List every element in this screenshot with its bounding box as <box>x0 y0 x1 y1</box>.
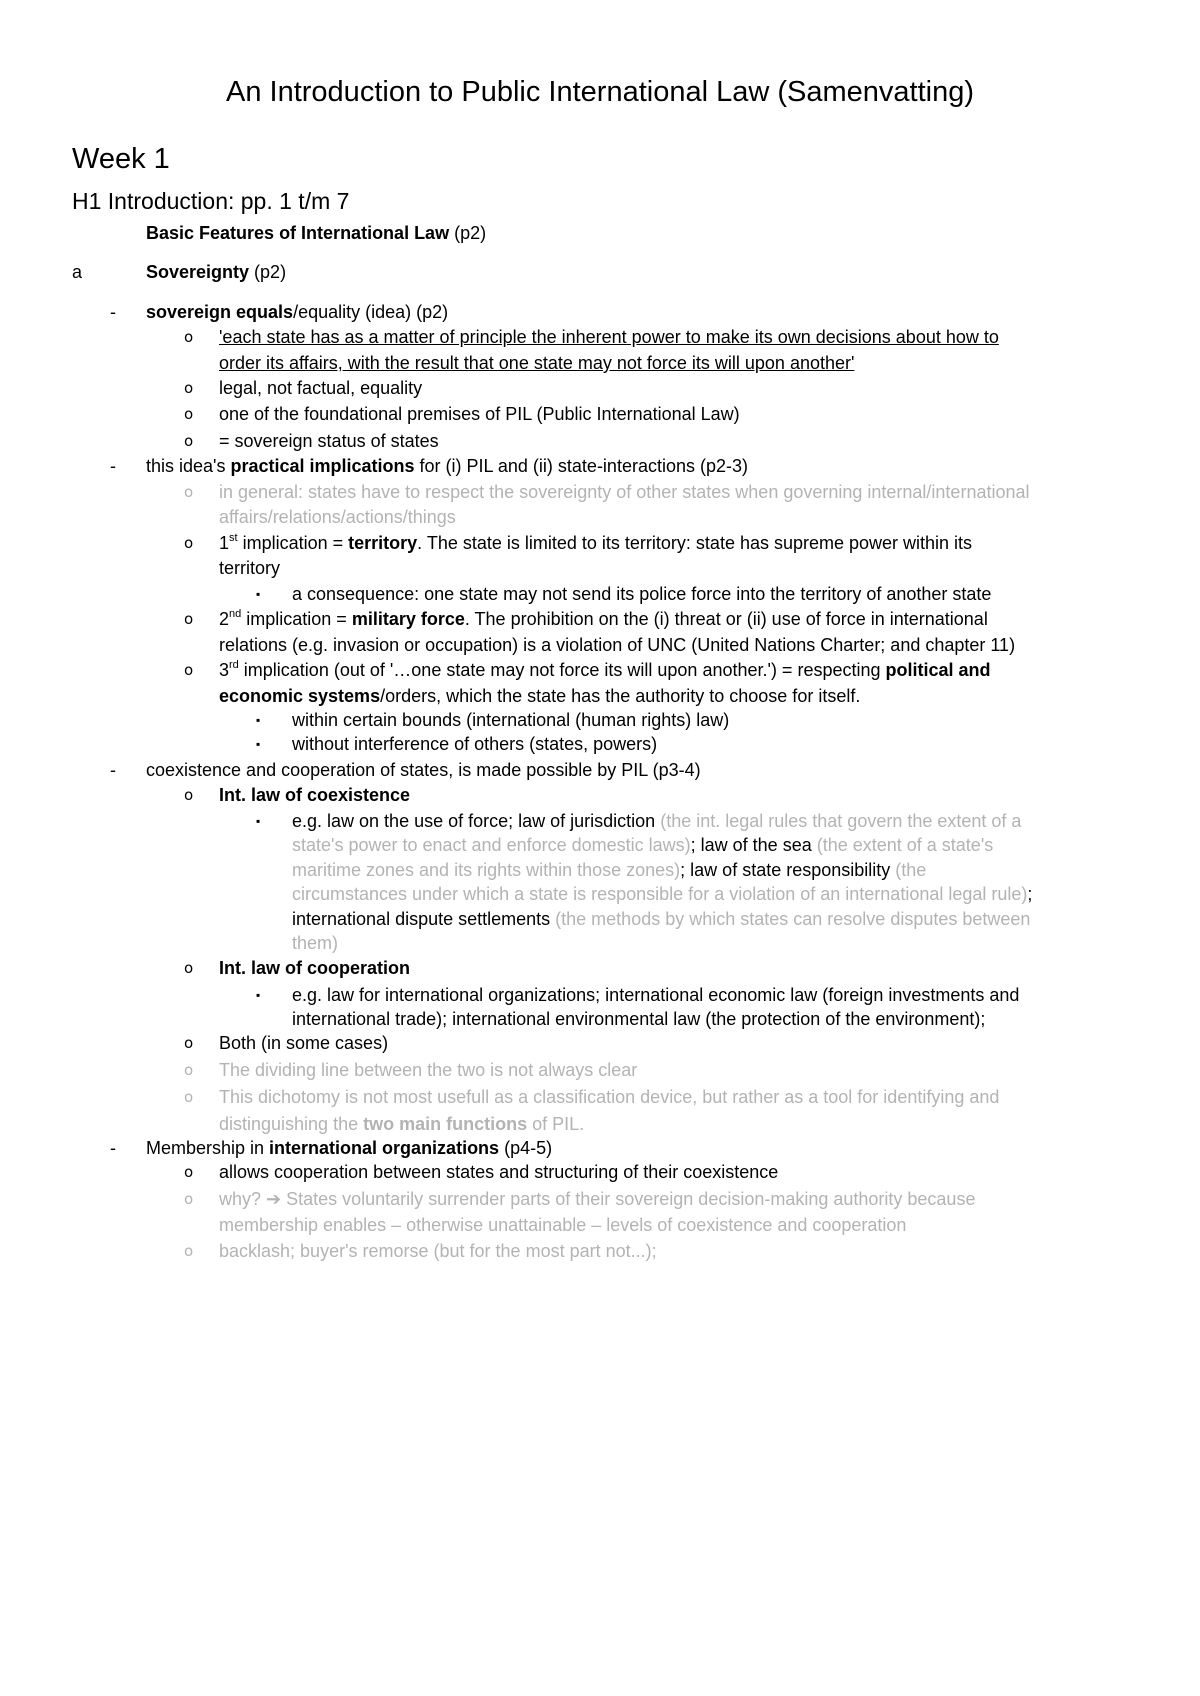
subsection-sovereignty: a Sovereignty (p2) <box>0 258 1200 286</box>
list-item: o Int. law of coexistence <box>0 781 1200 809</box>
circle-bullet: o <box>184 1163 194 1181</box>
list-item: o why? ➔ States voluntarily surrender parts of their sovereign decision-making authority because <box>0 1185 1200 1213</box>
dash-bullet: - <box>110 302 116 322</box>
list-item: ▪ e.g. law on the use of force; law of jurisdiction (the int. legal rules that govern the extent of a <box>0 807 1200 835</box>
list-item-continuation: membership enables – otherwise unattainable – levels of coexistence and cooperation <box>219 1215 907 1235</box>
square-bullet: ▪ <box>256 713 261 727</box>
list-item-continuation: state's power to enact and enforce domestic laws); law of the sea (the extent of a state's <box>292 835 994 855</box>
list-item-continuation: international dispute settlements (the methods by which states can resolve disputes between <box>292 909 1031 929</box>
list-item <box>0 323 1200 351</box>
list-item: ▪ a consequence: one state may not send its police force into the territory of another state <box>0 580 1200 608</box>
circle-bullet: o <box>184 1242 194 1260</box>
square-bullet: ▪ <box>256 988 261 1002</box>
dash-bullet: - <box>110 1138 116 1158</box>
list-item: o = sovereign status of states <box>0 427 1200 455</box>
circle-bullet: o <box>184 610 194 628</box>
dash-bullet: - <box>110 456 116 476</box>
list-item: ▪ without interference of others (states, powers) <box>0 730 1200 758</box>
circle-bullet: o <box>184 379 194 397</box>
list-item-continuation: affairs/relations/actions/things <box>219 507 456 527</box>
list-item-continuation: circumstances under which a state is responsible for a violation of an international legal rule); <box>292 884 1033 904</box>
circle-bullet: o <box>184 534 194 552</box>
quote-text: 'each state has as a matter of principle the inherent power to make its own decisions about how to <box>219 327 999 347</box>
circle-bullet: o <box>184 328 194 346</box>
list-marker: a <box>72 262 83 282</box>
list-item: o The dividing line between the two is not always clear <box>0 1056 1200 1084</box>
list-item-continuation: international trade); international environmental law (the protection of the environment); <box>292 1009 986 1029</box>
list-item: o 1st implication = territory. The state is limited to its territory: state has supreme power within its <box>0 529 1200 557</box>
circle-bullet: o <box>184 959 194 977</box>
list-item-continuation: territory <box>219 558 281 578</box>
list-item: o backlash; buyer's remorse (but for the most part not...); <box>0 1237 1200 1265</box>
circle-bullet: o <box>184 1061 194 1079</box>
dash-bullet: - <box>110 760 116 780</box>
list-item: o This dichotomy is not most usefull as a classification device, but rather as a tool for identifying and <box>0 1083 1200 1111</box>
circle-bullet: o <box>184 1190 194 1208</box>
list-item: o Both (in some cases) <box>0 1029 1200 1057</box>
square-bullet: ▪ <box>256 587 261 601</box>
circle-bullet: o <box>184 432 194 450</box>
square-bullet: ▪ <box>256 737 261 751</box>
chapter-heading: H1 Introduction: pp. 1 t/m 7 <box>72 188 350 214</box>
circle-bullet: o <box>184 786 194 804</box>
circle-bullet: o <box>184 661 194 679</box>
list-item-continuation: economic systems/orders, which the state has the authority to choose for itself. <box>219 686 861 706</box>
square-bullet: ▪ <box>256 814 261 828</box>
list-item: o allows cooperation between states and structuring of their coexistence <box>0 1158 1200 1186</box>
list-item: - coexistence and cooperation of states, is made possible by PIL (p3-4) <box>0 756 1200 784</box>
list-item-continuation <box>0 349 1200 377</box>
list-item: - sovereign equals/equality (idea) (p2) <box>0 298 1200 326</box>
circle-bullet: o <box>184 1088 194 1106</box>
list-item: o 3rd implication (out of '…one state may not force its will upon another.') = respecting political and <box>0 656 1200 684</box>
quote-text: order its affairs, with the result that one state may not force its will upon another' <box>219 353 855 373</box>
list-item-continuation: distinguishing the two main functions of PIL. <box>219 1114 585 1134</box>
list-item: - Membership in international organizations (p4-5) <box>0 1134 1200 1162</box>
circle-bullet: o <box>184 1034 194 1052</box>
list-item: ▪ within certain bounds (international (human rights) law) <box>0 706 1200 734</box>
list-item-continuation: relations (e.g. invasion or occupation) is a violation of UNC (United Nations Charter; and chapter 11) <box>219 635 1016 655</box>
list-item: o Int. law of cooperation <box>0 954 1200 982</box>
week-heading: Week 1 <box>72 143 170 175</box>
list-item-continuation: maritime zones and its rights within those zones); law of state responsibility (the <box>292 860 927 880</box>
list-item: o legal, not factual, equality <box>0 374 1200 402</box>
list-item: ▪ e.g. law for international organizations; international economic law (foreign investments and <box>0 981 1200 1009</box>
list-item: - this idea's practical implications for (i) PIL and (ii) state-interactions (p2-3) <box>0 452 1200 480</box>
document-title: An Introduction to Public International Law (Samenvatting) <box>226 76 974 108</box>
circle-bullet: o <box>184 405 194 423</box>
list-item: o 2nd implication = military force. The prohibition on the (i) threat or (ii) use of force in international <box>0 605 1200 633</box>
section-heading: Basic Features of International Law (p2) <box>146 223 487 243</box>
list-item: o one of the foundational premises of PIL (Public International Law) <box>0 400 1200 428</box>
list-item: o in general: states have to respect the sovereignty of other states when governing internal/international <box>0 478 1200 506</box>
circle-bullet: o <box>184 483 194 501</box>
list-item-continuation: them) <box>292 933 339 953</box>
